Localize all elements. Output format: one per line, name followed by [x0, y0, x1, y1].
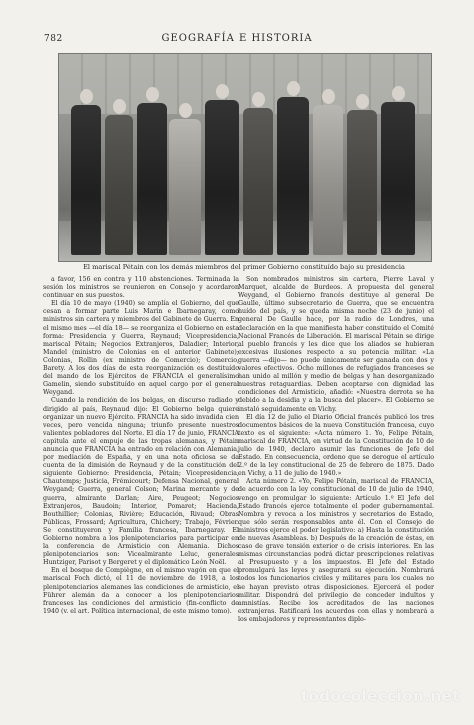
photo-figure: [71, 105, 101, 255]
group-photograph: [58, 53, 432, 262]
text-column-left: [43, 276, 239, 676]
running-title: GEOGRAFÍA E HISTORIA: [161, 33, 313, 44]
text-column-right: [238, 276, 434, 676]
photo-figure: [313, 105, 343, 255]
photo-figure: [105, 115, 133, 255]
paragraph: Cuando la rendición de los belgas, en discurso radiado y dirigido al país, Reynaud dijo: El Gobierno belga quiere organizar un nuevo Ejército. FRANCIA ha sido invadida cien veces, pero vencida ninguna; triunfo presente nuestros valientes pobladores del Norte. El día 17 de junio, FRANCIA capitula ante el empuje de las tropas alemanas, y Pétain anuncia que FRANCIA ha entrado en relación con Alemania, por mediación de España, y en una nota oficiosa se da cuenta de la dimisión de Reynaud y de la constitución del siguiente Gobierno: Presidencia, Pétain; Vicepresidencia, Chautemps; Justicia, Frémicourt; Defensa Nacional, general Weygand; Guerra, general Colson; Marina mercante y de guerra, almirante Darlan; Aire, Peugeot; Negocios Extranjeros, Baudoin; Interior, Pomaret; Hacienda, Bouthillier; Colonias, Rivière; Educación, Rivaud; Obras Públicas, Frossard; Agricultura, Chichery; Trabajo, Février. Se constituyeron y Familia francesa, Ibarnegaray. El Gobierno nombra a los plenipotenciarios para participar en la conferencia de Armisticio con Alemania. Dichos plenipotenciarios son: Vicealmirante Leluc, generales Huntziger, Parisot y Bergeret y el diplomático León Noël.: [43, 397, 239, 567]
photo-figure: [205, 100, 239, 255]
photo-figure: [169, 119, 201, 255]
paragraph: En el bosque de Compiègne, en el mismo vagón en que el mariscal Foch dictó, el 11 de noviembre de 1918, a los plenipotenciarios alemanes las condiciones de armisticio, el Führer alemán da a conocer a los plenipotenciarios franceses las condiciones del armisticio (fin-conflicto de 1940 (v. el art. Política internacional, de este mismo tomo).: [43, 567, 239, 615]
paragraph: Acta número 2. «Yo, Felipe Pétain, mariscal de FRANCIA, de acuerdo con la ley constitucional de 10 de julio de 1940, vengo en promulgar lo siguiente: Artículo 1.º El Jefe del Estado francés ejerce totalmente el poder gubernamental. Nombra y revoca a los ministros y secretarios de Estado, que sólo serán responsables ante él. Con el Consejo de ministros ejerce el poder legislativo: a) Hasta la constitución de nuevas Asambleas. b) Después de la creación de éstas, en caso de grave tensión exterior o de crisis interiores. En las mismas circunstancias podrá dictar prescripciones relativas al Presupuesto y a los impuestos. El Jefe del Estado promulgará las leyes y asegurará su ejecución. Nombrará todos los funcionarios civiles y militares para los cuales no se hayan previsto otras disposiciones. Ejercerá el poder militar. Dispondrá del privilegio de conceder indultos y amnistías. Recibe los acreditados de las naciones extranjeras. Ratificará los acuerdos con ellas y nombrará a los embajadores y representantes diplo-: [238, 478, 434, 623]
photo-caption: El mariscal Pétain con los demás miembros del primer Gobierno constituído bajo su presidencia: [83, 263, 405, 271]
paragraph: Son nombrados ministros sin cartera, Pierre Laval y Marquet, alcalde de Burdeos. A propuesta del general Weygand, el Gobierno francés destituye al general De Gaulle, último subsecretario de Guerra, que se encuentra huído del país, y se queda misma noche (23 de junio) el general De Gaulle hace, por la radio de Londres, una declaración en la que manifiesta haber constituído el Comité Nacional Francés de Liberación. El mariscal Pétain se dirige al pueblo francés y les dice que los aliados se hubieran excesivas ilusiones respecto a su potencia militar. «La guerra —dijo— no puede únicamente ser ganada con dos y valores efectivos. Ocho millones de refugiados franceses se han unido al millón y medio de belgas y han desorganizado nuestras retaguardias. Deben aceptarse con dignidad las condiciones del Armisticio, añadió: «Nuestra derrota se ha debido a la desidia y a la busca del placer». El Gobierno se instaló seguidamente en Vichy.: [238, 276, 434, 413]
paragraph: El día 12 de julio el Diario Oficial francés publicó los tres documentos básicos de la nueva Constitución francesa, cuyo texto es el siguiente: «Acta número 1. Yo, Felipe Pétain, mariscal de FRANCIA, en virtud de la Constitución de 10 de julio de 1940, declaro asumir las funciones de Jefe del Estado. En consecuencia, ordeno que se derogue el artículo 2.º de la ley constitucional de 25 de febrero de 1875. Dado en Vichy, a 11 de julio de 1940.»: [238, 413, 434, 478]
photo-figure: [243, 108, 273, 255]
paragraph: El día 10 de mayo (1940) se amplía el Gobierno, del que cesan a formar parte Luis Marin e Ibarnegaray, como ministros sin cartera y miembros del Gabinete de Guerra. En el mismo mes —el día 18— se reorganiza el Gobierno en esta forma: Presidencia y Guerra, Reynaud; Vicepresidencia, mariscal Pétain; Negocios Extranjeros, Daladier; Interior, Mandel (ministro de Colonias en el anterior Gabinete); Colonias, Rollin (ex ministro de Comercio); Comercio, Barety. A los dos días de esta reorganización es destituído del mando de los Ejércitos de FRANCIA el generalísimo Gamelin, siendo substituído en aquel cargo por el general Weygand.: [43, 300, 239, 397]
photo-figure: [277, 97, 309, 255]
paragraph: a favor, 156 en contra y 110 abstenciones. Terminada la sesión los ministros se reunieron en Consejo y acordaron continuar en sus puestos.: [43, 276, 239, 300]
watermark: todocoleccion.net: [300, 687, 460, 705]
photo-figure: [137, 103, 167, 255]
photo-figure: [381, 102, 415, 255]
photo-figure: [347, 110, 377, 255]
page-number: 782: [44, 34, 63, 44]
